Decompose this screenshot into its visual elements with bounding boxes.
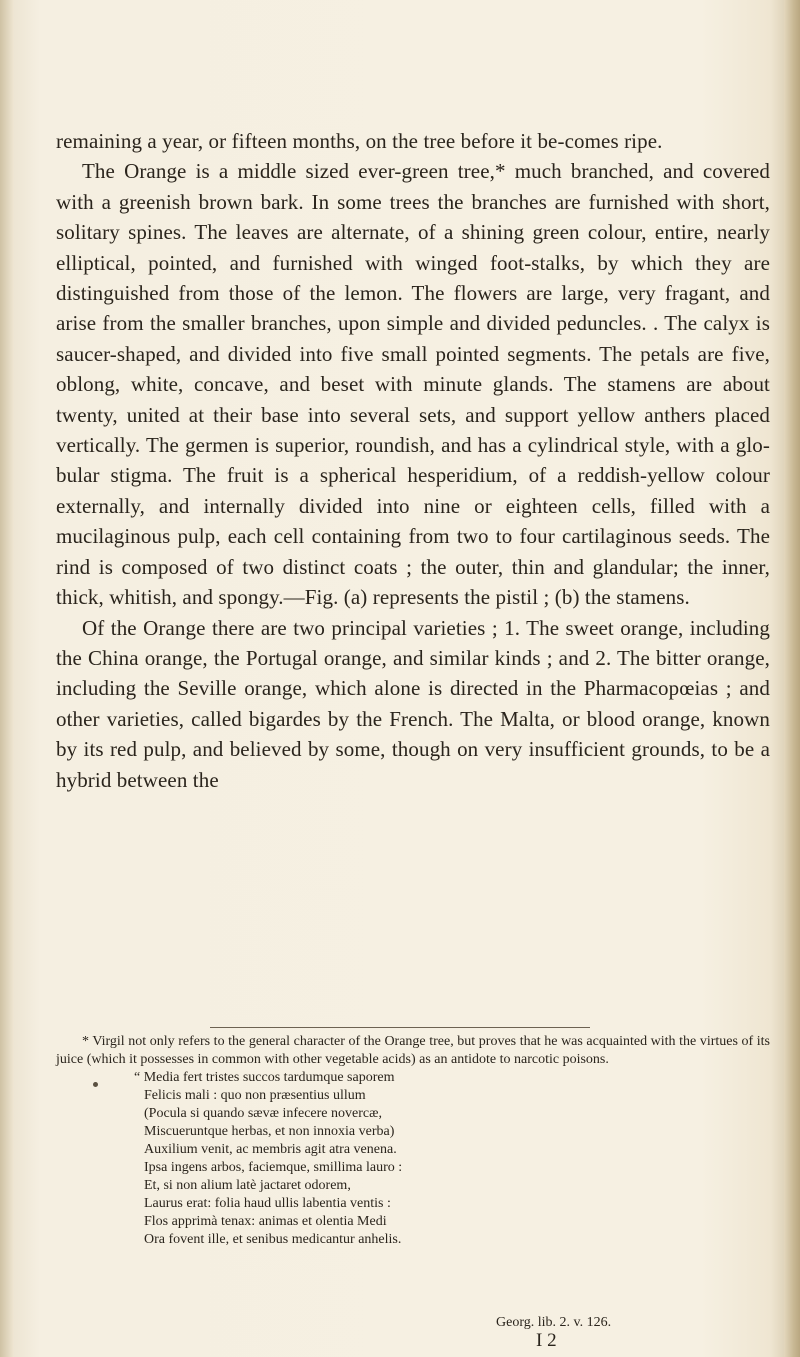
footnote-rule <box>210 1027 590 1028</box>
verse-line: Auxilium venit, ac membris agit atra venena. <box>144 1142 397 1157</box>
verse-line: Felicis mali : quo non præsentius ullum <box>144 1088 366 1103</box>
page-gutter-shadow <box>0 0 14 1357</box>
verse-line: Ora fovent ille, et senibus medicantur anhelis. <box>144 1232 402 1247</box>
verse-line: Miscueruntque herbas, et non innoxia verba) <box>144 1124 395 1139</box>
verse-line: (Pocula si quando sævæ infecere novercæ, <box>144 1106 382 1121</box>
verse-line: Laurus erat: folia haud ullis labentia ventis : <box>144 1196 391 1211</box>
page-edge <box>784 0 800 1357</box>
footnote <box>56 1033 770 1249</box>
footnote-verse <box>134 1069 770 1249</box>
paragraph-orange-description: The Orange is a middle sized ever-green tree,* much branched, and covered with a greenish brown bark. In some trees the branches are furnished with short, solitary spines. The leaves are alternate, of a shining green colour, entire, nearly elliptical, pointed, and furnished with winged foot-stalks, by which they are distinguished from those of the lemon. The flowers are large, very fragant, and arise from the smaller branches, upon simple and divided peduncles. . The calyx is saucer-shaped, and divided into five small pointed segments. The petals are five, oblong, white, concave, and beset with minute glands. The stamens are about twenty, united at their base into several sets, and support yellow anthers placed vertically. The germen is superior, roundish, and has a cylindrical style, with a glo-bular stigma. The fruit is a spherical hesperidium, of a reddish-yellow colour externally, and internally divided into nine or eighteen cells, filled with a mucilaginous pulp, each cell containing from two to four cartilaginous seeds. The rind is composed of two distinct coats ; the outer, thin and glandular; the inner, thick, whitish, and spongy.—Fig. (a) represents the pistil ; (b) the stamens. <box>56 159 770 610</box>
verse-citation: Georg. lib. 2. v. 126. <box>496 1315 612 1330</box>
main-text <box>56 126 770 795</box>
verse-line: Ipsa ingens arbos, faciemque, smillima lauro : <box>144 1160 403 1175</box>
verse-line: “ Media fert tristes succos tardumque saporem <box>134 1070 395 1085</box>
footnote-intro: * Virgil not only refers to the general character of the Orange tree, but proves that he was acquainted with the virtues of its juice (which it possesses in common with other vegetable acids) as an antidote to narcotic poisons. <box>56 1034 770 1067</box>
page-signature: I 2 <box>536 1330 557 1351</box>
verse-line: Flos apprimà tenax: animas et olentia Medi <box>144 1214 387 1229</box>
verse-line: Et, si non alium latè jactaret odorem, <box>144 1178 351 1193</box>
paragraph-continuation: remaining a year, or fifteen months, on the tree before it be-comes ripe. <box>56 129 663 153</box>
paragraph-varieties: Of the Orange there are two principal varieties ; 1. The sweet orange, including the China orange, the Portugal orange, and similar kinds ; and 2. The bitter orange, including the Seville orange, which alone is directed in the Pharmacopœias ; and other varieties, called bigardes by the French. The Malta, or blood orange, known by its red pulp, and believed by some, though on very insufficient grounds, to be a hybrid between the <box>56 615 770 792</box>
